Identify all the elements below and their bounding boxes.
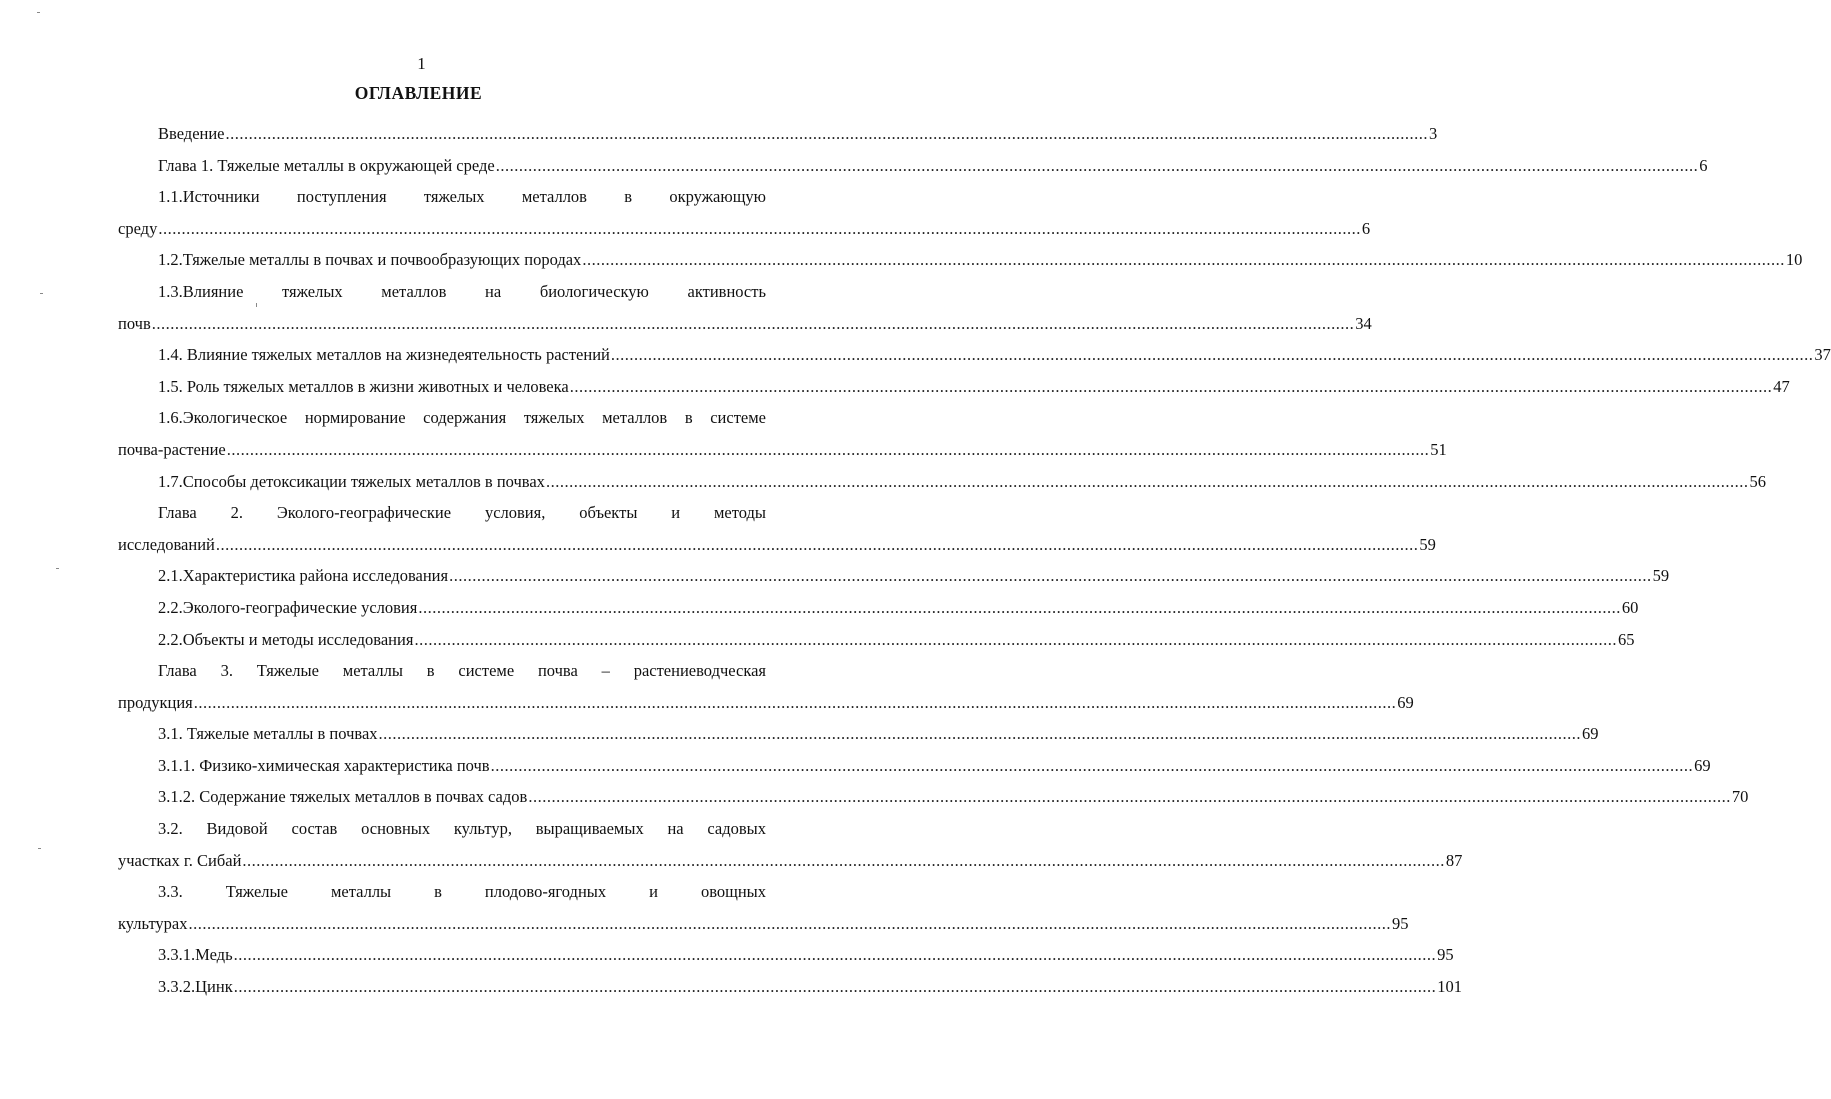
toc-entry-page: 59 [1652, 566, 1670, 586]
toc-entry-title: Введение [158, 124, 225, 143]
toc-entry-row [118, 718, 1599, 750]
dot-leader: .................................................................................................................................................................................................................................................................... [490, 755, 1694, 775]
toc-entry-page: 95 [1392, 913, 1409, 933]
toc-entry-page: 95 [1437, 945, 1454, 965]
dot-leader: .................................................................................................................................................................................................................................................................... [495, 155, 1699, 175]
toc-entry [118, 560, 1670, 592]
toc-entry-first-line: 1.3.Влияние тяжелых металлов на биологическую активность [158, 281, 766, 301]
toc-entry-title: исследований [118, 534, 215, 554]
toc-entry-page: 10 [1785, 250, 1803, 270]
toc-entry [118, 592, 1639, 624]
toc-entry-title: Глава 1. Тяжелые металлы в окружающей среде [158, 155, 495, 175]
dot-leader: .................................................................................................................................................................................................................................................................... [569, 376, 1773, 396]
toc-entry-row [118, 213, 1371, 245]
dot-leader: .................................................................................................................................................................................................................................................................... [151, 313, 1355, 333]
toc-entry [118, 971, 1462, 1003]
toc-entry [118, 876, 1409, 939]
dot-leader: .................................................................................................................................................................................................................................................................... [414, 629, 1617, 649]
dot-leader: .................................................................................................................................................................................................................................................................... [418, 597, 1621, 617]
toc-entry-row [118, 371, 1790, 403]
dot-leader: .................................................................................................................................................................................................................................................................... [449, 566, 1652, 586]
toc-entry-title: 2.2.Эколого-географические условия [158, 597, 418, 617]
toc-entry-page: 6 [1361, 218, 1371, 238]
toc-entry [118, 118, 1438, 150]
toc-entry-first-line: 1.6.Экологическое нормирование содержания тяжелых металлов в системе [158, 408, 766, 428]
toc-entry-first-line: Глава 3. Тяжелые металлы в системе почва – растениеводческая [158, 661, 766, 681]
toc-entry-row [118, 466, 1766, 498]
toc-entry [118, 750, 1711, 782]
toc-entry-title: 1.5. Роль тяжелых металлов в жизни животных и человека [158, 376, 569, 396]
dot-leader: .................................................................................................................................................................................................................................................................... [215, 534, 1419, 554]
dot-leader: .................................................................................................................................................................................................................................................................... [545, 471, 1749, 491]
dot-leader: .................................................................................................................................................................................................................................................................... [226, 439, 1430, 459]
toc-entry-title: 3.1.2. Содержание тяжелых металлов в почвах садов [158, 787, 528, 807]
page-number: 1 [417, 54, 426, 73]
toc-entry-first-line: 3.3. Тяжелые металлы в плодово-ягодных и овощных [158, 882, 766, 902]
toc-entry-row [118, 150, 1708, 182]
toc-entry-title: 1.2.Тяжелые металлы в почвах и почвообразующих породах [158, 250, 582, 270]
toc-entry-page: 69 [1582, 724, 1599, 744]
toc-entry-page: 47 [1773, 376, 1790, 396]
toc-entry-title: участках г. Сибай [118, 850, 242, 870]
toc-entry-page: 51 [1430, 439, 1447, 459]
toc-entry-row [118, 529, 1436, 561]
toc-entry-title: почв [118, 313, 151, 333]
toc-entry-page: 60 [1621, 597, 1639, 617]
toc-entry [118, 466, 1766, 498]
toc-entry-title: продукция [118, 692, 193, 712]
toc-entry [118, 276, 1372, 339]
toc-entry-row [118, 908, 1409, 940]
toc-entry [118, 150, 1708, 182]
toc-entry-row [118, 592, 1639, 624]
dot-leader: .................................................................................................................................................................................................................................................................... [610, 345, 1814, 365]
toc-entry-row [118, 750, 1711, 782]
dot-leader: .................................................................................................................................................................................................................................................................... [225, 124, 1429, 143]
toc-entry-page: 34 [1355, 313, 1372, 333]
dot-leader: .................................................................................................................................................................................................................................................................... [233, 977, 1437, 997]
toc-entry-title: 3.3.1.Медь [158, 945, 233, 965]
toc-entry-first-line: 3.2. Видовой состав основных культур, выращиваемых на садовых [158, 819, 766, 839]
toc-entry-title: 3.1. Тяжелые металлы в почвах [158, 724, 378, 744]
toc-entry [118, 939, 1454, 971]
toc-entry-page: 59 [1419, 534, 1436, 554]
toc-entry-row [118, 560, 1670, 592]
toc-entry-row [118, 624, 1635, 656]
toc-entry [118, 497, 1436, 560]
toc-entry [118, 624, 1635, 656]
dot-leader: .................................................................................................................................................................................................................................................................... [193, 692, 1397, 712]
dot-leader: .................................................................................................................................................................................................................................................................... [242, 850, 1445, 870]
toc-entry-row [118, 118, 1438, 150]
toc-entry-page: 6 [1699, 155, 1708, 175]
toc-entry-row [118, 845, 1463, 877]
toc-entry-row [118, 244, 1803, 276]
toc-entry-page: 3 [1429, 124, 1438, 143]
toc-entry [118, 655, 1414, 718]
toc-entry [118, 718, 1599, 750]
toc-entry [118, 339, 1831, 371]
toc-entry [118, 371, 1790, 403]
toc-entry [118, 402, 1447, 465]
dot-leader: .................................................................................................................................................................................................................................................................... [188, 913, 1392, 933]
toc-entry-row [118, 971, 1462, 1003]
dot-leader: .................................................................................................................................................................................................................................................................... [582, 250, 1785, 270]
toc-entry-title: 2.2.Объекты и методы исследования [158, 629, 414, 649]
toc-entry-page: 70 [1731, 787, 1749, 807]
toc-entry-title: 2.1.Характеристика района исследования [158, 566, 449, 586]
toc-entry-row [118, 339, 1831, 371]
toc-entry-first-line: 1.1.Источники поступления тяжелых металлов в окружающую [158, 187, 766, 207]
toc-entry-row [118, 434, 1447, 466]
toc-entry-row [118, 687, 1414, 719]
toc-entry [118, 781, 1749, 813]
toc-entry-first-line: Глава 2. Эколого-географические условия, объекты и методы [158, 503, 766, 523]
dot-leader: .................................................................................................................................................................................................................................................................... [378, 724, 1582, 744]
dot-leader: .................................................................................................................................................................................................................................................................... [158, 218, 1361, 238]
toc-entry-row [118, 308, 1372, 340]
toc-entry [118, 244, 1803, 276]
dot-leader: .................................................................................................................................................................................................................................................................... [528, 787, 1731, 807]
toc-entry-title: 3.3.2.Цинк [158, 977, 233, 997]
toc-entry-title: 3.1.1. Физико-химическая характеристика почв [158, 755, 490, 775]
toc-entry [118, 813, 1463, 876]
toc-entry-title: 1.4. Влияние тяжелых металлов на жизнедеятельность растений [158, 345, 610, 365]
toc-entry-title: почва-растение [118, 439, 226, 459]
toc-entry [118, 181, 1371, 244]
toc-entry-page: 69 [1397, 692, 1414, 712]
dot-leader: .................................................................................................................................................................................................................................................................... [233, 945, 1437, 965]
toc-entry-page: 87 [1445, 850, 1463, 870]
toc-entry-title: среду [118, 218, 158, 238]
toc-entry-page: 101 [1437, 977, 1462, 997]
toc-entry-title: 1.7.Способы детоксикации тяжелых металлов в почвах [158, 471, 545, 491]
toc-entry-row [118, 781, 1749, 813]
toc-entry-page: 56 [1749, 471, 1766, 491]
toc-entry-page: 65 [1617, 629, 1635, 649]
toc-entry-page: 69 [1694, 755, 1711, 775]
table-of-contents [118, 118, 1831, 1003]
toc-entry-row [118, 939, 1454, 971]
toc-entry-title: культурах [118, 913, 188, 933]
page-title: ОГЛАВЛЕНИЕ [354, 83, 483, 103]
toc-entry-page: 37 [1814, 345, 1831, 365]
